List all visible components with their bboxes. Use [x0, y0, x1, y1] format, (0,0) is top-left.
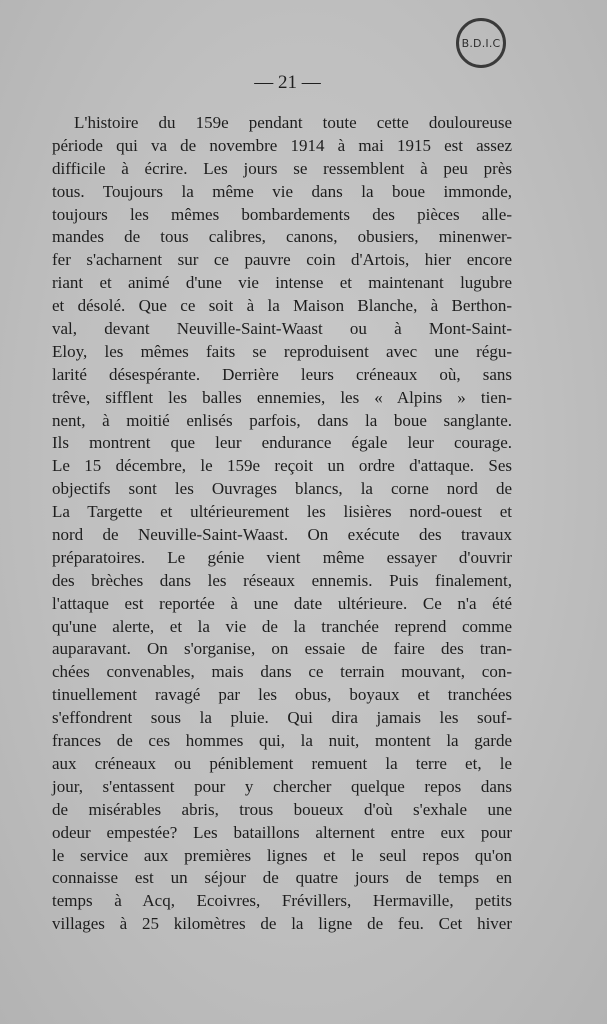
text-line: des brèches dans les réseaux ennemis. Puis finalement,	[52, 570, 512, 590]
text-line: de misérables abris, trous boueux d'où s'exhale une	[52, 799, 512, 819]
text-line: s'effondrent sous la pluie. Qui dira jamais les souf-	[52, 708, 512, 728]
text-line: nent, à moitié enlisés parfois, dans la boue sanglante.	[52, 410, 512, 430]
text-line: objectifs sont les Ouvrages blancs, la corne nord de	[52, 479, 512, 499]
text-line: La Targette et ultérieurement les lisières nord-ouest et	[52, 502, 512, 522]
text-line: qu'une alerte, et la vie de la tranchée reprend comme	[52, 616, 512, 636]
text-line: villages à 25 kilomètres de la ligne de feu. Cet hiver	[52, 914, 512, 934]
text-line: l'attaque est reportée à une date ultérieure. Ce n'a été	[52, 593, 512, 613]
text-line: auparavant. On s'organise, on essaie de faire des tran-	[52, 639, 512, 659]
text-line: frances de ces hommes qui, la nuit, montent la garde	[52, 731, 512, 751]
library-stamp: B.D.I.C	[456, 18, 506, 68]
text-line: L'histoire du 159e pendant toute cette douloureuse	[74, 113, 512, 132]
text-line: connaisse est un séjour de quatre jours de temps en	[52, 868, 512, 888]
text-line: période qui va de novembre 1914 à mai 1915 est assez	[52, 135, 512, 155]
text-line: Ils montrent que leur endurance égale leur courage.	[52, 433, 512, 453]
text-line: préparatoires. Le génie vient même essayer d'ouvrir	[52, 547, 512, 567]
text-line: tinuellement ravagé par les obus, boyaux et tranchées	[52, 685, 512, 705]
text-line: difficile à écrire. Les jours se ressemblent à peu près	[52, 158, 512, 178]
text-line: odeur empestée? Les bataillons alternent entre eux pour	[52, 822, 512, 842]
text-line: toujours les mêmes bombardements des pièces alle-	[52, 204, 512, 224]
text-line: jour, s'entassent pour y chercher quelque repos dans	[52, 776, 512, 796]
body-text	[52, 112, 512, 936]
text-line: larité désespérante. Derrière leurs créneaux où, sans	[52, 364, 512, 384]
text-line: nord de Neuville-Saint-Waast. On exécute des travaux	[52, 525, 512, 545]
text-line: chées convenables, mais dans ce terrain mouvant, con-	[52, 662, 512, 682]
text-line: fer s'acharnent sur ce pauvre coin d'Artois, hier encore	[52, 250, 512, 270]
text-line: Eloy, les mêmes faits se reproduisent avec une régu-	[52, 341, 512, 361]
text-line: aux créneaux ou péniblement remuent la terre et, le	[52, 753, 512, 773]
text-line: Le 15 décembre, le 159e reçoit un ordre d'attaque. Ses	[52, 456, 512, 476]
text-line: et désolé. Que ce soit à la Maison Blanche, à Berthon-	[52, 296, 512, 316]
text-line: tous. Toujours la même vie dans la boue immonde,	[52, 181, 512, 201]
text-line: le service aux premières lignes et le seul repos qu'on	[52, 845, 512, 865]
page-number: — 21 —	[254, 72, 321, 93]
text-line: mandes de tous calibres, canons, obusiers, minenwer-	[52, 227, 512, 247]
text-line: trêve, sifflent les balles ennemies, les « Alpins » tien-	[52, 387, 512, 407]
text-line: temps à Acq, Ecoivres, Frévillers, Hermaville, petits	[52, 891, 512, 911]
text-line: val, devant Neuville-Saint-Waast ou à Mont-Saint-	[52, 319, 512, 339]
text-line: riant et animé d'une vie intense et maintenant lugubre	[52, 273, 512, 293]
